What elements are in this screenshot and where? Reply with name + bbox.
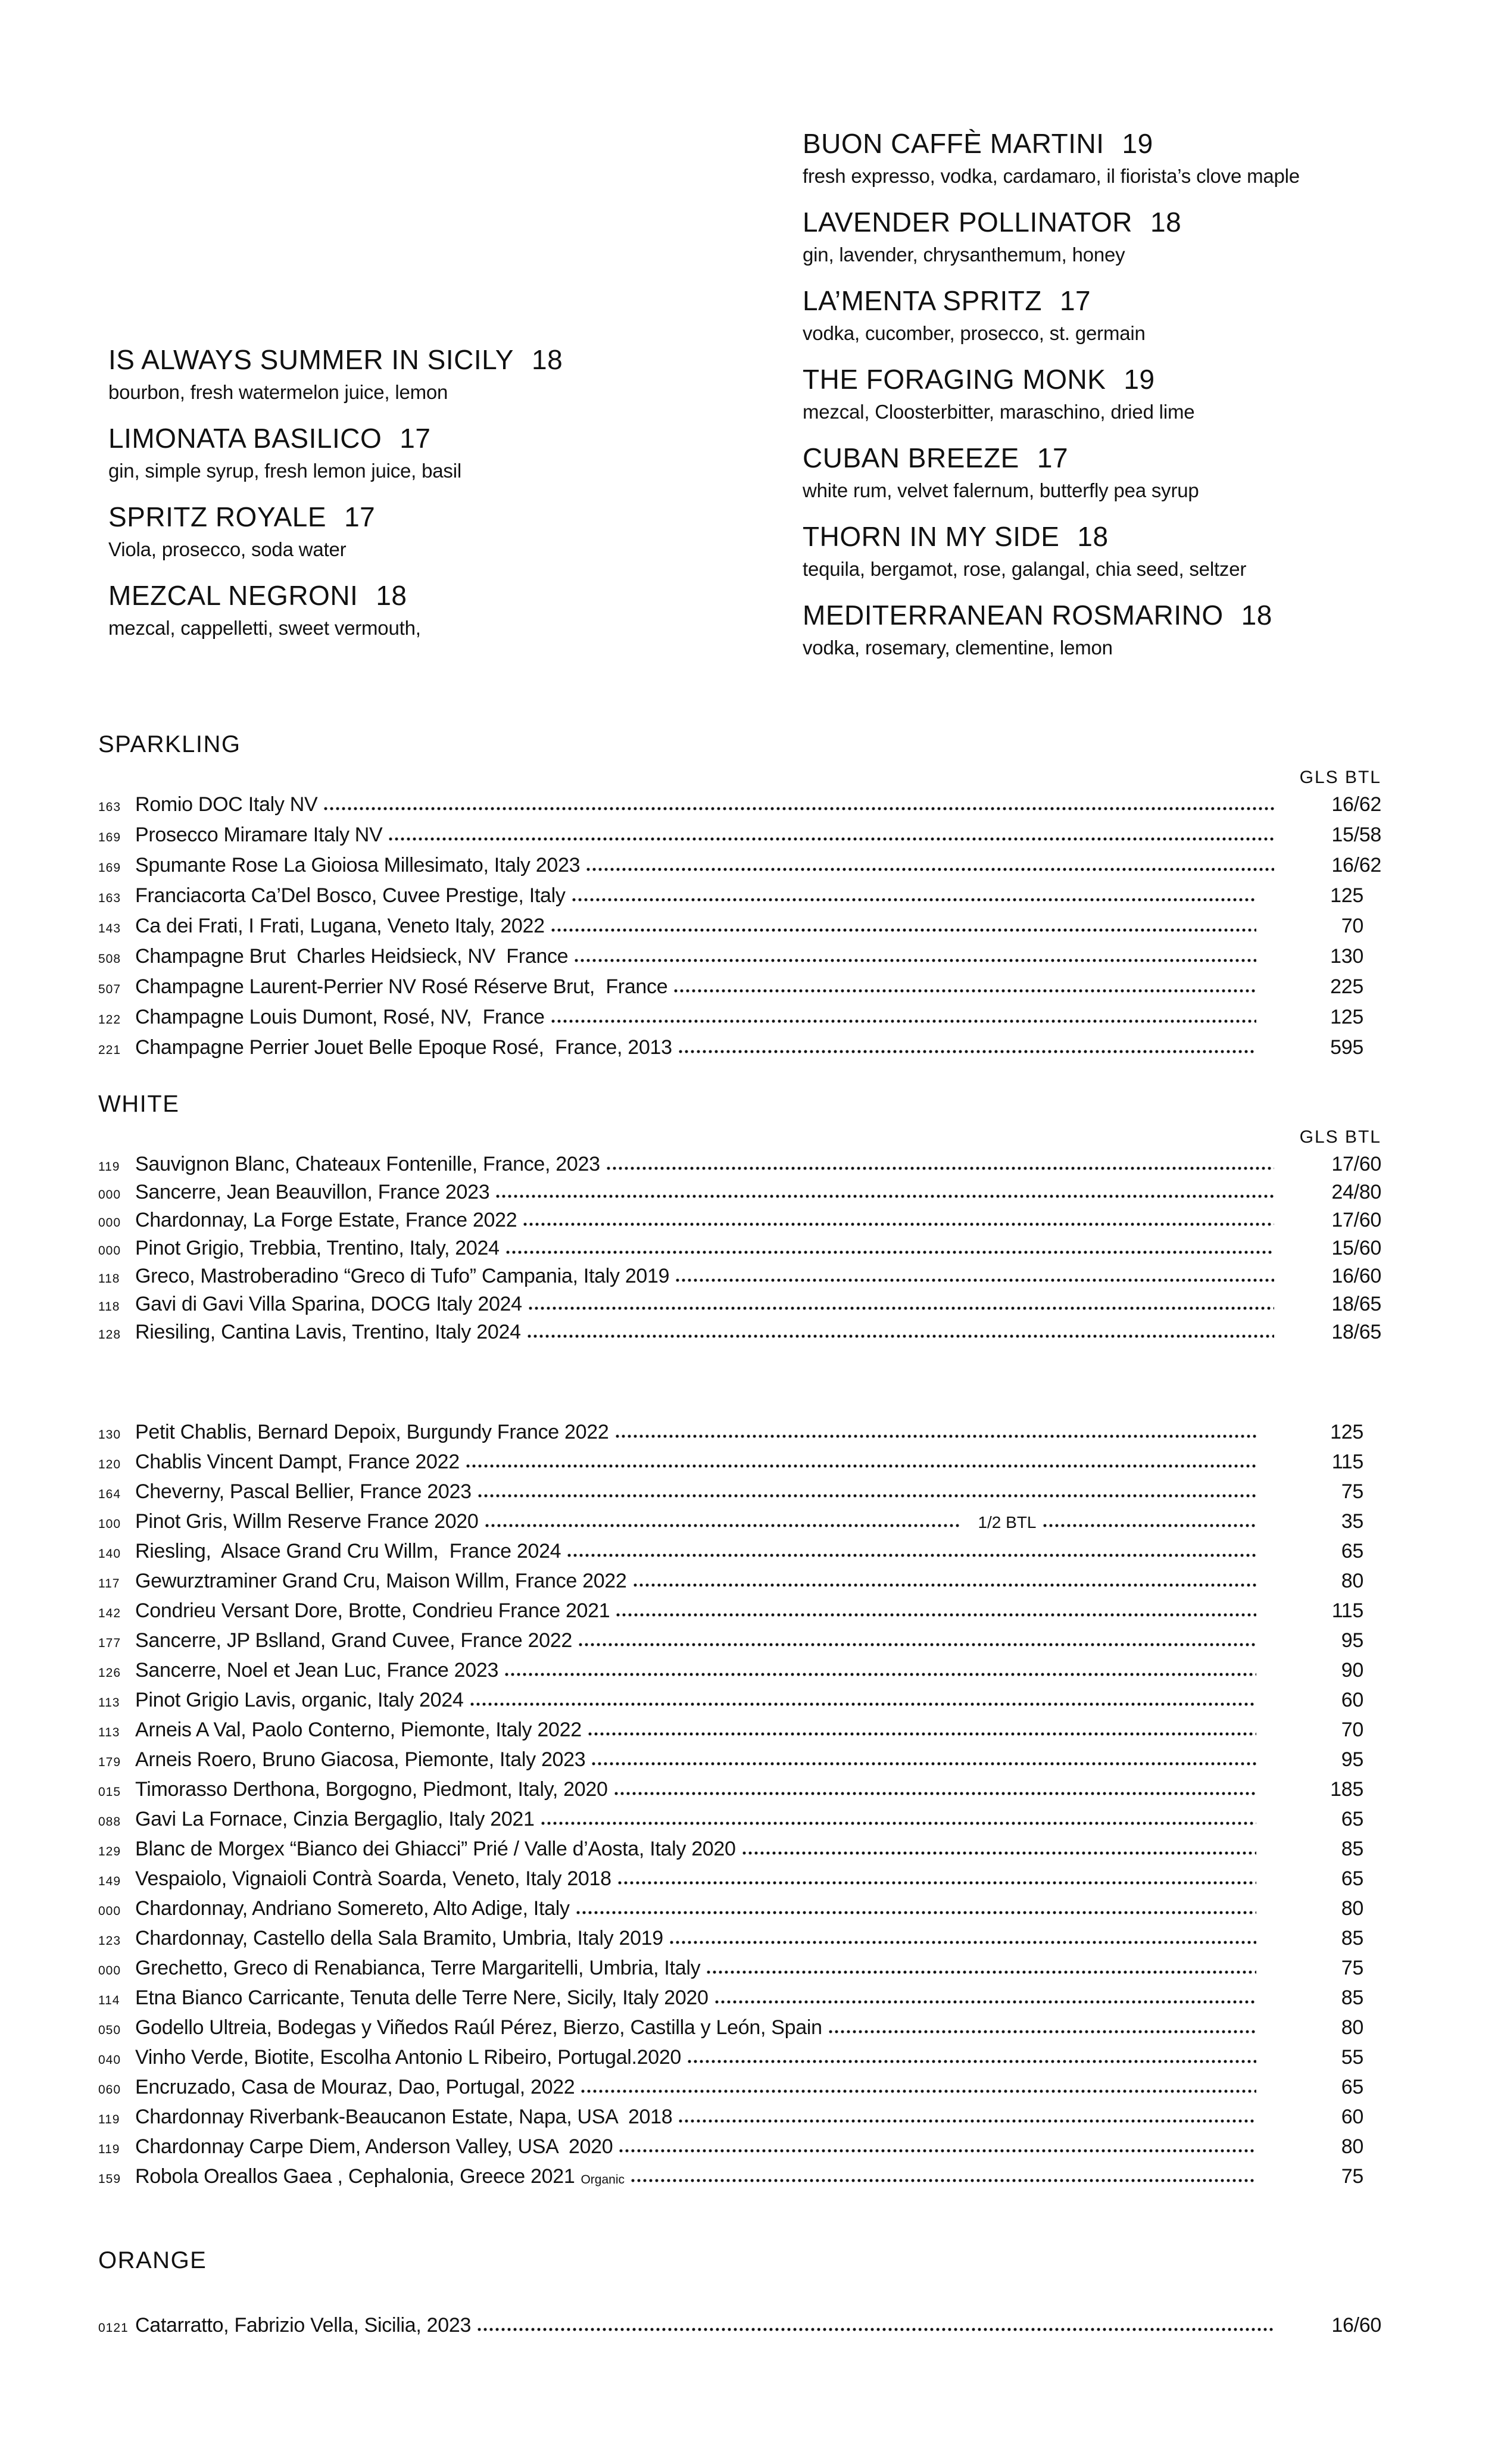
wine-price: 16/60 xyxy=(1331,2314,1381,2337)
dot-leader xyxy=(615,1433,1257,1439)
cocktail-title-line xyxy=(108,342,775,377)
wine-row xyxy=(98,1422,1381,1442)
cocktail-item xyxy=(803,283,1499,347)
dot-leader xyxy=(477,2326,1274,2332)
wine-price: 95 xyxy=(1341,1629,1363,1652)
wine-code: 114 xyxy=(98,1994,120,2007)
cocktail-price: 18 xyxy=(1150,207,1182,238)
wine-name: Ca dei Frati, I Frati, Lugana, Veneto Italy, 2022 xyxy=(135,915,545,937)
cocktail-price: 18 xyxy=(376,580,407,611)
wine-name: Timorasso Derthona, Borgogno, Piedmont, Italy, 2020 xyxy=(135,1778,608,1801)
wine-row xyxy=(98,916,1381,936)
section-title: SPARKLING xyxy=(98,731,241,757)
section-title: ORANGE xyxy=(98,2247,207,2273)
section-sparkling xyxy=(98,730,1381,1068)
wine-code: 113 xyxy=(98,1726,120,1739)
cocktail-price: 17 xyxy=(1037,442,1069,473)
cocktail-name: THORN IN MY SIDE xyxy=(803,521,1060,552)
wine-name: Etna Bianco Carricante, Tenuta delle Terre Nere, Sicily, Italy 2020 xyxy=(135,1986,709,2009)
wine-price: 125 xyxy=(1330,1421,1363,1443)
wine-row xyxy=(98,1294,1381,1314)
wine-code: 142 xyxy=(98,1607,121,1620)
wine-price: 65 xyxy=(1341,1867,1363,1890)
cocktail-desc: vodka, rosemary, clementine, lemon xyxy=(803,637,1113,659)
wine-name: Chardonnay, Andriano Somereto, Alto Adige, Italy xyxy=(135,1897,570,1920)
wine-code: 143 xyxy=(98,922,121,935)
wine-name: Prosecco Miramare Italy NV xyxy=(135,824,383,846)
dot-leader xyxy=(567,1552,1256,1558)
cocktail-item xyxy=(108,342,775,406)
dot-leader xyxy=(551,1018,1256,1024)
wine-name: Robola Oreallos Gaea , Cephalonia, Greece 2021 xyxy=(135,2165,575,2188)
cocktail-title-line xyxy=(803,362,1499,397)
wine-row xyxy=(98,855,1381,875)
wine-row xyxy=(98,1007,1381,1027)
dot-leader xyxy=(323,806,1274,812)
wine-list-sparkling xyxy=(98,794,1381,1058)
wine-price: 80 xyxy=(1341,2135,1363,2158)
cocktail-column-left xyxy=(108,342,775,657)
cocktail-desc: Viola, prosecco, soda water xyxy=(108,538,347,560)
wine-row xyxy=(98,1601,1381,1621)
wine-code: 507 xyxy=(98,983,121,996)
wine-row xyxy=(98,1571,1381,1591)
wine-row xyxy=(98,1749,1381,1770)
wine-row xyxy=(98,1898,1381,1919)
wine-code: 123 xyxy=(98,1934,121,1948)
wine-name: Sancerre, JP Bslland, Grand Cuvee, France 2022 xyxy=(135,1629,572,1652)
wine-code: 129 xyxy=(98,1845,121,1858)
dot-leader xyxy=(631,2178,1256,2184)
wine-name: Gavi di Gavi Villa Sparina, DOCG Italy 2024 xyxy=(135,1293,522,1315)
wine-price: 70 xyxy=(1341,1718,1363,1741)
wine-row xyxy=(98,1182,1381,1202)
cocktail-item xyxy=(803,441,1499,504)
wine-name: Romio DOC Italy NV xyxy=(135,793,318,816)
wine-name: Riesiling, Cantina Lavis, Trentino, Italy 2024 xyxy=(135,1321,521,1343)
cocktail-item xyxy=(803,519,1499,582)
dot-leader xyxy=(551,927,1256,933)
dot-leader xyxy=(505,1249,1274,1255)
cocktail-title-line xyxy=(803,283,1499,318)
cocktail-desc: tequila, bergamot, rose, galangal, chia seed, seltzer xyxy=(803,558,1247,580)
wine-row xyxy=(98,1210,1381,1230)
dot-leader xyxy=(633,1582,1256,1588)
wine-price: 115 xyxy=(1331,1599,1363,1622)
wine-row xyxy=(98,1541,1381,1561)
dot-leader xyxy=(466,1463,1256,1469)
dot-leader xyxy=(742,1850,1256,1856)
dot-leader xyxy=(478,1493,1256,1499)
wine-list-orange xyxy=(98,2315,1381,2335)
cocktail-name: IS ALWAYS SUMMER IN SICILY xyxy=(108,344,514,375)
dot-leader xyxy=(669,1939,1256,1945)
wine-code: 177 xyxy=(98,1636,121,1650)
wine-code: 126 xyxy=(98,1666,121,1680)
dot-leader xyxy=(678,2118,1256,2124)
wine-price: 125 xyxy=(1330,1006,1363,1028)
dot-leader xyxy=(706,1969,1256,1975)
wine-row xyxy=(98,794,1381,815)
wine-name: Sauvignon Blanc, Chateaux Fontenille, France, 2023 xyxy=(135,1153,600,1175)
dot-leader xyxy=(617,1880,1256,1886)
cocktail-item xyxy=(108,421,775,484)
dot-leader xyxy=(470,1701,1257,1707)
cocktail-name: LIMONATA BASILICO xyxy=(108,423,382,454)
wine-price: 85 xyxy=(1341,1986,1363,2009)
cocktail-title-line xyxy=(803,598,1499,632)
wine-name: Blanc de Morgex “Bianco dei Ghiacci” Prié / Valle d’Aosta, Italy 2020 xyxy=(135,1838,736,1860)
section-white xyxy=(98,1090,1381,1350)
wine-name: Arneis Roero, Bruno Giacosa, Piemonte, Italy 2023 xyxy=(135,1748,586,1771)
wine-name: Vinho Verde, Biotite, Escolha Antonio L Ribeiro, Portugal.2020 xyxy=(135,2046,682,2069)
cocktail-item xyxy=(108,500,775,563)
wine-row xyxy=(98,1154,1381,1174)
wine-name: Grechetto, Greco di Renabianca, Terre Margaritelli, Umbria, Italy xyxy=(135,1957,701,1979)
half-bottle-note: 1/2 BTL xyxy=(978,1513,1037,1532)
cocktail-desc: mezcal, cappelletti, sweet vermouth, xyxy=(108,617,421,639)
dot-leader xyxy=(588,1731,1256,1737)
cocktail-name: CUBAN BREEZE xyxy=(803,442,1019,473)
wine-row xyxy=(98,1630,1381,1651)
cocktail-title-line xyxy=(803,126,1499,161)
wine-row xyxy=(98,1238,1381,1258)
wine-price: 60 xyxy=(1341,2106,1363,2128)
dot-leader xyxy=(572,897,1256,903)
dot-leader xyxy=(527,1333,1274,1339)
cocktail-name: LAVENDER POLLINATOR xyxy=(803,207,1132,238)
wine-code: 050 xyxy=(98,2023,121,2037)
cocktail-item xyxy=(803,126,1499,189)
wine-name: Chardonnay Carpe Diem, Anderson Valley, USA 2020 xyxy=(135,2135,613,2158)
cocktail-price: 19 xyxy=(1124,364,1155,395)
wine-price: 125 xyxy=(1330,884,1363,907)
wine-code: 119 xyxy=(98,1160,120,1174)
cocktail-title-line xyxy=(108,421,775,456)
wine-code: 100 xyxy=(98,1517,121,1531)
wine-code: 179 xyxy=(98,1755,121,1769)
wine-row xyxy=(98,1481,1381,1502)
dot-leader xyxy=(541,1820,1256,1826)
dot-leader xyxy=(616,1612,1256,1618)
wine-price: 55 xyxy=(1341,2046,1363,2069)
wine-code: 128 xyxy=(98,1328,121,1342)
price-column-header: GLS BTL xyxy=(1299,1127,1381,1147)
wine-name: Chardonnay, La Forge Estate, France 2022 xyxy=(135,1209,517,1231)
cocktail-column-right xyxy=(803,126,1499,676)
wine-row xyxy=(98,946,1381,966)
wine-row xyxy=(98,1266,1381,1286)
wine-name: Gewurztraminer Grand Cru, Maison Willm, France 2022 xyxy=(135,1570,627,1592)
section-orange xyxy=(98,2246,1381,2335)
wine-row xyxy=(98,2136,1381,2157)
wine-row xyxy=(98,2077,1381,2097)
wine-name: Cheverny, Pascal Bellier, France 2023 xyxy=(135,1480,472,1503)
wine-row xyxy=(98,1869,1381,1889)
wine-row xyxy=(98,2315,1381,2335)
wine-row xyxy=(98,885,1381,906)
wine-name: Champagne Laurent-Perrier NV Rosé Réserve Brut, France xyxy=(135,975,668,998)
cocktail-price: 18 xyxy=(532,344,563,375)
wine-code: 118 xyxy=(98,1300,120,1314)
wine-name: Gavi La Fornace, Cinzia Bergaglio, Italy 2021 xyxy=(135,1808,535,1830)
wine-price: 75 xyxy=(1341,1480,1363,1503)
wine-code: 118 xyxy=(98,1272,120,1286)
wine-code: 119 xyxy=(98,2142,120,2156)
cocktail-desc: mezcal, Cloosterbitter, maraschino, dried lime xyxy=(803,401,1195,423)
cocktail-price: 17 xyxy=(400,423,431,454)
wine-name: Catarratto, Fabrizio Vella, Sicilia, 2023 xyxy=(135,2314,472,2337)
wine-price: 85 xyxy=(1341,1838,1363,1860)
cocktail-desc: bourbon, fresh watermelon juice, lemon xyxy=(108,381,448,403)
wine-row xyxy=(98,2166,1381,2187)
wine-price: 95 xyxy=(1341,1748,1363,1771)
wine-name: Sancerre, Jean Beauvillon, France 2023 xyxy=(135,1181,490,1203)
cocktail-name: MEDITERRANEAN ROSMARINO xyxy=(803,600,1224,631)
wine-code: 163 xyxy=(98,800,121,814)
wine-code: 169 xyxy=(98,861,121,875)
wine-code: 130 xyxy=(98,1428,121,1442)
wine-price: 75 xyxy=(1341,2165,1363,2188)
wine-row xyxy=(98,2107,1381,2127)
wine-code: 159 xyxy=(98,2172,121,2186)
wine-code: 113 xyxy=(98,1696,120,1710)
wine-name: Pinot Grigio, Trebbia, Trentino, Italy, 2024 xyxy=(135,1237,500,1259)
wine-name: Condrieu Versant Dore, Brotte, Condrieu France 2021 xyxy=(135,1599,610,1622)
wine-price: 35 xyxy=(1341,1510,1363,1533)
wine-suffix: Organic xyxy=(581,2173,625,2187)
dot-leader xyxy=(576,1910,1256,1916)
section-title: WHITE xyxy=(98,1091,180,1117)
wine-code: 000 xyxy=(98,1904,121,1918)
wine-name: Encruzado, Casa de Mouraz, Dao, Portugal, 2022 xyxy=(135,2076,575,2098)
wine-row xyxy=(98,1690,1381,1710)
dot-leader xyxy=(523,1221,1274,1227)
wine-name: Pinot Grigio Lavis, organic, Italy 2024 xyxy=(135,1689,464,1711)
cocktail-name: BUON CAFFÈ MARTINI xyxy=(803,128,1104,159)
wine-code: 0121 xyxy=(98,2321,129,2335)
dot-leader xyxy=(495,1193,1274,1199)
dot-leader-2 xyxy=(1043,1523,1257,1529)
wine-row xyxy=(98,1809,1381,1829)
wine-price: 18/65 xyxy=(1331,1293,1381,1315)
wine-name: Champagne Brut Charles Heidsieck, NV France xyxy=(135,945,569,968)
wine-price: 185 xyxy=(1330,1778,1363,1801)
wine-code: 117 xyxy=(98,1577,120,1590)
dot-leader xyxy=(528,1305,1274,1311)
wine-price: 17/60 xyxy=(1331,1209,1381,1231)
wine-price: 17/60 xyxy=(1331,1153,1381,1175)
cocktail-desc: vodka, cucomber, prosecco, st. germain xyxy=(803,322,1146,344)
wine-row xyxy=(98,1720,1381,1740)
wine-code: 000 xyxy=(98,1216,121,1230)
cocktail-name: LA’MENTA SPRITZ xyxy=(803,285,1042,316)
wine-code: 088 xyxy=(98,1815,121,1829)
cocktail-item xyxy=(108,578,775,641)
wine-code: 122 xyxy=(98,1013,121,1027)
wine-code: 149 xyxy=(98,1874,121,1888)
wine-price: 65 xyxy=(1341,2076,1363,2098)
dot-leader xyxy=(591,1761,1256,1767)
wine-row xyxy=(98,1452,1381,1472)
wine-name: Champagne Perrier Jouet Belle Epoque Rosé, France, 2013 xyxy=(135,1036,672,1059)
dot-leader xyxy=(485,1523,960,1529)
wine-price: 225 xyxy=(1330,975,1363,998)
wine-price: 85 xyxy=(1341,1927,1363,1950)
wine-row xyxy=(98,2047,1381,2067)
section-white-continued xyxy=(98,1416,1381,2196)
dot-leader xyxy=(828,2029,1256,2035)
wine-price: 70 xyxy=(1341,915,1363,937)
wine-row xyxy=(98,1928,1381,1948)
cocktail-item xyxy=(803,362,1499,425)
cocktail-title-line xyxy=(803,519,1499,554)
wine-code: 221 xyxy=(98,1043,121,1057)
cocktail-title-line xyxy=(803,441,1499,475)
wine-name: Chablis Vincent Dampt, France 2022 xyxy=(135,1451,460,1473)
dot-leader xyxy=(581,2088,1256,2094)
wine-name: Chardonnay Riverbank-Beaucanon Estate, Napa, USA 2018 xyxy=(135,2106,673,2128)
wine-code: 015 xyxy=(98,1785,121,1799)
wine-name: Riesling, Alsace Grand Cru Willm, France 2024 xyxy=(135,1540,561,1562)
wine-row xyxy=(98,2017,1381,2038)
wine-name: Champagne Louis Dumont, Rosé, NV, France xyxy=(135,1006,545,1028)
cocktail-title-line xyxy=(108,500,775,534)
wine-name: Arneis A Val, Paolo Conterno, Piemonte, Italy 2022 xyxy=(135,1718,582,1741)
wine-name: Chardonnay, Castello della Sala Bramito, Umbria, Italy 2019 xyxy=(135,1927,663,1950)
wine-price: 80 xyxy=(1341,1897,1363,1920)
wine-code: 508 xyxy=(98,952,121,966)
cocktail-desc: gin, lavender, chrysanthemum, honey xyxy=(803,244,1125,266)
wine-code: 000 xyxy=(98,1244,121,1258)
dot-leader xyxy=(687,2058,1256,2064)
wine-price: 595 xyxy=(1330,1036,1363,1059)
wine-row xyxy=(98,1660,1381,1680)
dot-leader xyxy=(578,1642,1256,1648)
wine-price: 16/62 xyxy=(1331,854,1381,877)
wine-price: 24/80 xyxy=(1331,1181,1381,1203)
wine-code: 169 xyxy=(98,831,121,844)
wine-name: Pinot Gris, Willm Reserve France 2020 xyxy=(135,1510,479,1533)
cocktail-item xyxy=(803,205,1499,268)
wine-code: 163 xyxy=(98,891,121,905)
wine-price: 15/58 xyxy=(1331,824,1381,846)
wine-price: 16/60 xyxy=(1331,1265,1381,1287)
cocktail-title-line xyxy=(108,578,775,613)
wine-name: Vespaiolo, Vignaioli Contrà Soarda, Veneto, Italy 2018 xyxy=(135,1867,611,1890)
price-column-header: GLS BTL xyxy=(1299,768,1381,787)
wine-price: 80 xyxy=(1341,2016,1363,2039)
wine-row xyxy=(98,1988,1381,2008)
wine-price: 16/62 xyxy=(1331,793,1381,816)
wine-price: 18/65 xyxy=(1331,1321,1381,1343)
wine-name: Petit Chablis, Bernard Depoix, Burgundy France 2022 xyxy=(135,1421,609,1443)
wine-name: Godello Ultreia, Bodegas y Viñedos Raúl Pérez, Bierzo, Castilla y León, Spain xyxy=(135,2016,822,2039)
cocktail-desc: white rum, velvet falernum, butterfly pea syrup xyxy=(803,479,1199,501)
dot-leader xyxy=(388,836,1274,842)
wine-row xyxy=(98,977,1381,997)
cocktail-name: THE FORAGING MONK xyxy=(803,364,1106,395)
wine-name: Franciacorta Ca’Del Bosco, Cuvee Prestige, Italy xyxy=(135,884,566,907)
dot-leader xyxy=(606,1165,1274,1171)
wine-price: 60 xyxy=(1341,1689,1363,1711)
wine-code: 000 xyxy=(98,1188,121,1202)
cocktail-price: 19 xyxy=(1122,128,1153,159)
cocktail-desc: gin, simple syrup, fresh lemon juice, basil xyxy=(108,460,461,482)
wine-list-white-a xyxy=(98,1154,1381,1342)
dot-leader xyxy=(714,1999,1256,2005)
wine-code: 040 xyxy=(98,2053,121,2067)
cocktail-desc: fresh expresso, vodka, cardamaro, il fiorista’s clove maple xyxy=(803,165,1300,187)
cocktail-price: 17 xyxy=(1059,285,1091,316)
cocktail-price: 18 xyxy=(1241,600,1272,631)
wine-name: Spumante Rose La Gioiosa Millesimato, Italy 2023 xyxy=(135,854,581,877)
wine-price: 90 xyxy=(1341,1659,1363,1682)
cocktail-title-line xyxy=(803,205,1499,239)
wine-row xyxy=(98,1511,1381,1532)
cocktail-name: SPRITZ ROYALE xyxy=(108,501,327,532)
dot-leader xyxy=(504,1671,1256,1677)
wine-price: 65 xyxy=(1341,1540,1363,1562)
wine-price: 65 xyxy=(1341,1808,1363,1830)
wine-code: 120 xyxy=(98,1458,121,1471)
wine-code: 164 xyxy=(98,1487,121,1501)
wine-code: 060 xyxy=(98,2083,121,2097)
wine-row xyxy=(98,1037,1381,1058)
wine-row xyxy=(98,1322,1381,1342)
wine-code: 140 xyxy=(98,1547,121,1561)
wine-price: 80 xyxy=(1341,1570,1363,1592)
dot-leader xyxy=(678,1049,1256,1055)
wine-price: 15/60 xyxy=(1331,1237,1381,1259)
wine-row xyxy=(98,1958,1381,1978)
wine-price: 115 xyxy=(1331,1451,1363,1473)
wine-row xyxy=(98,1779,1381,1799)
wine-price: 75 xyxy=(1341,1957,1363,1979)
dot-leader xyxy=(673,988,1256,994)
dot-leader xyxy=(614,1791,1256,1796)
cocktail-price: 18 xyxy=(1077,521,1109,552)
dot-leader xyxy=(619,2148,1256,2154)
cocktail-name: MEZCAL NEGRONI xyxy=(108,580,358,611)
cocktail-item xyxy=(803,598,1499,661)
wine-name: Greco, Mastroberadino “Greco di Tufo” Campania, Italy 2019 xyxy=(135,1265,670,1287)
wine-code: 119 xyxy=(98,2113,120,2126)
dot-leader xyxy=(675,1277,1274,1283)
wine-list-white-b xyxy=(98,1422,1381,2187)
wine-price: 130 xyxy=(1330,945,1363,968)
wine-row xyxy=(98,1839,1381,1859)
cocktail-price: 17 xyxy=(344,501,376,532)
wine-name: Sancerre, Noel et Jean Luc, France 2023 xyxy=(135,1659,499,1682)
wine-code: 000 xyxy=(98,1964,121,1978)
dot-leader xyxy=(586,866,1274,872)
dot-leader xyxy=(574,957,1256,963)
wine-row xyxy=(98,825,1381,845)
